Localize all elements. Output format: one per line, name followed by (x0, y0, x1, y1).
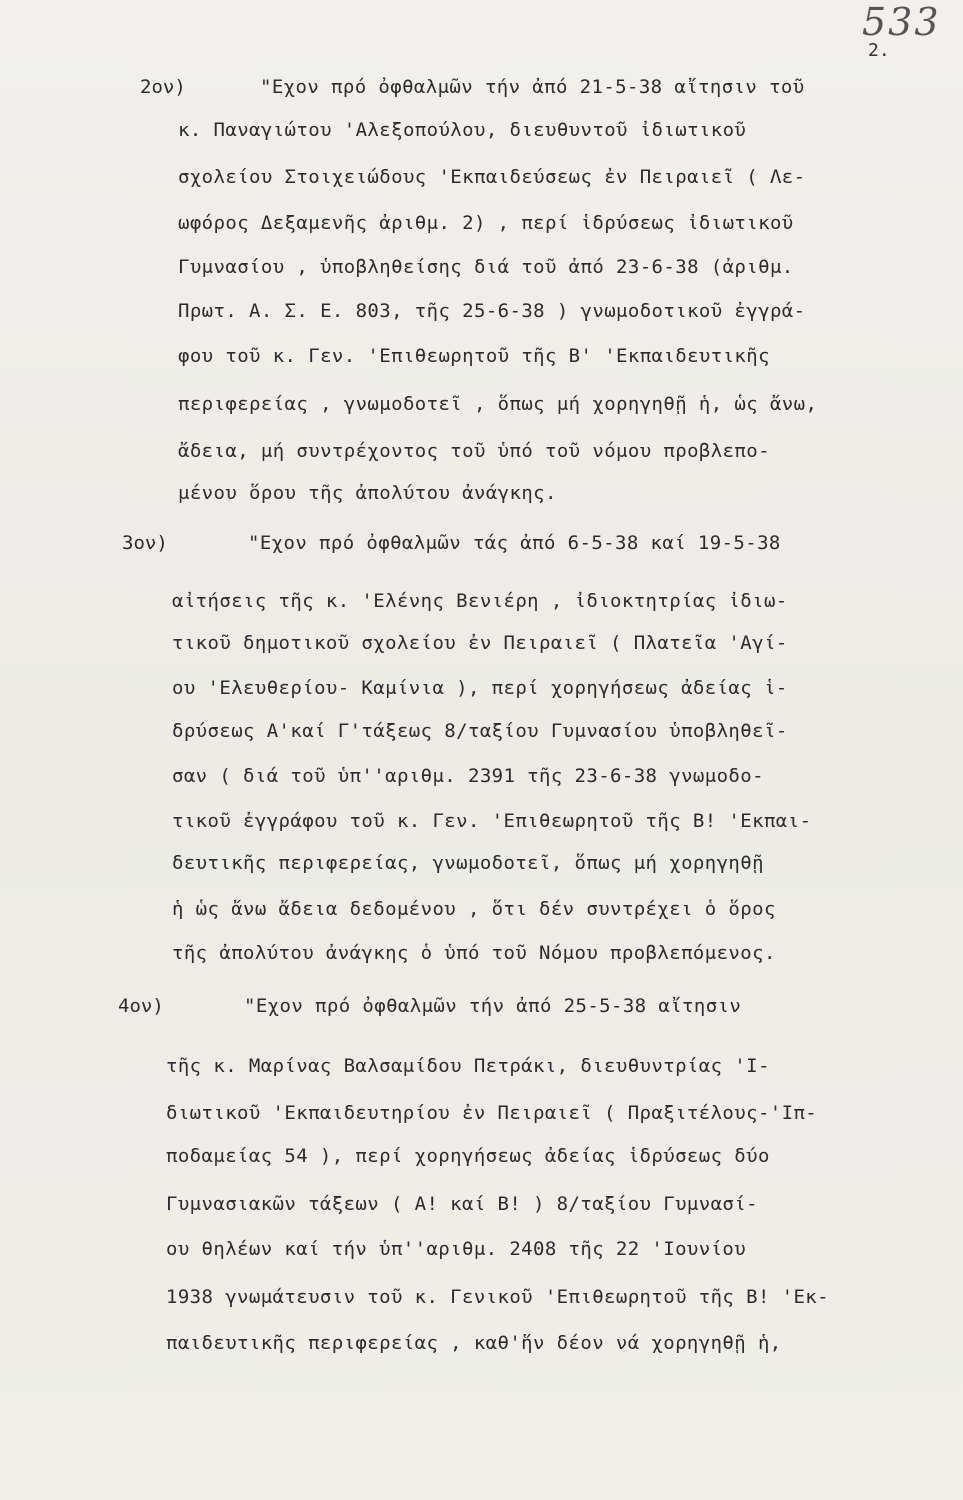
text-line: τῆς κ. Μαρίνας Βαλσαμίδου Πετράκι, διευθυντρίας 'Ι- (166, 1055, 770, 1077)
text-line: κ. Παναγιώτου 'Αλεξοπούλου, διευθυντοῦ ἰδιωτικοῦ (178, 119, 747, 141)
text-line: 1938 γνωμάτευσιν τοῦ κ. Γενικοῦ 'Επιθεωρητοῦ τῆς Β! 'Εκ- (166, 1286, 829, 1308)
text-line: ωφόρος Δεξαμενῆς ἀριθμ. 2) , περί ἱδρύσεως ἰδιωτικοῦ (178, 212, 794, 234)
text-line: Γυμνασιακῶν τάξεων ( Α! καί Β! ) 8/ταξίου Γυμνασί- (166, 1193, 758, 1215)
text-line: "Εχον πρό ὀφθαλμῶν τήν ἀπό 25-5-38 αἴτησιν (244, 995, 742, 1017)
text-line: δευτικῆς περιφερείας, γνωμοδοτεῖ, ὅπως μή χορηγηθῇ (172, 852, 764, 874)
text-line: τῆς ἀπολύτου ἀνάγκης ὁ ὑπό τοῦ Νόμου προβλεπόμενος. (172, 942, 776, 964)
text-line: ἄδεια, μή συντρέχοντος τοῦ ὑπό τοῦ νόμου προβλεπο- (178, 440, 770, 462)
section-number: 2ον) (140, 76, 186, 98)
text-line: ου 'Ελευθερίου- Καμίνια ), περί χορηγήσεως ἀδείας ἱ- (172, 677, 788, 699)
text-line: σαν ( διά τοῦ ὑπ''αριθμ. 2391 τῆς 23-6-38 γνωμοδο- (172, 765, 764, 787)
text-line: φου τοῦ κ. Γεν. 'Επιθεωρητοῦ τῆς Β' 'Εκπαιδευτικῆς (178, 345, 770, 367)
text-line: "Εχον πρό ὀφθαλμῶν τάς ἀπό 6-5-38 καί 19-5-38 (248, 532, 781, 554)
text-line: μένου ὅρου τῆς ἀπολύτου ἀνάγκης. (178, 482, 557, 504)
text-line: ου θηλέων καί τήν ὑπ''αριθμ. 2408 τῆς 22 'Ιουνίου (166, 1238, 747, 1260)
section-number: 4ον) (118, 995, 164, 1017)
page-number: 2. (868, 40, 890, 61)
section-number: 3ον) (122, 532, 168, 554)
text-line: αἰτήσεις τῆς κ. 'Ελένης Βενιέρη , ἰδιοκτητρίας ἰδιω- (172, 590, 788, 612)
text-line: τικοῦ ἐγγράφου τοῦ κ. Γεν. 'Επιθεωρητοῦ τῆς Β! 'Εκπαι- (172, 810, 812, 832)
text-line: ἡ ὡς ἄνω ἄδεια δεδομένου , ὅτι δέν συντρέχει ὁ ὅρος (172, 898, 776, 920)
text-line: παιδευτικῆς περιφερείας , καθ'ἥν δέον νά χορηγηθῇ ἡ, (166, 1332, 782, 1354)
text-line: διωτικοῦ 'Εκπαιδευτηρίου ἐν Πειραιεῖ ( Πραξιτέλους-'Ιπ- (166, 1102, 818, 1124)
text-line: Πρωτ. Α. Σ. Ε. 803, τῆς 25-6-38 ) γνωμοδοτικοῦ ἐγγρά- (178, 300, 806, 322)
text-line: ποδαμείας 54 ), περί χορηγήσεως ἀδείας ἱδρύσεως δύο (166, 1145, 770, 1167)
text-line: Γυμνασίου , ὑποβληθείσης διά τοῦ ἀπό 23-6-38 (ἀριθμ. (178, 256, 794, 278)
text-line: "Εχον πρό ὀφθαλμῶν τήν ἀπό 21-5-38 αἴτησιν τοῦ (260, 76, 805, 98)
text-line: δρύσεως Α'καί Γ'τάξεως 8/ταξίου Γυμνασίου ὑποβληθεῖ- (172, 720, 788, 742)
text-line: σχολείου Στοιχειώδους 'Εκπαιδεύσεως ἐν Πειραιεῖ ( Λε- (178, 166, 806, 188)
text-line: τικοῦ δημοτικοῦ σχολείου ἐν Πειραιεῖ ( Πλατεῖα 'Αγί- (172, 632, 788, 654)
handwritten-page-number: 533 (862, 0, 941, 44)
text-line: περιφερείας , γνωμοδοτεῖ , ὅπως μή χορηγηθῇ ἡ, ὡς ἄνω, (178, 393, 818, 415)
